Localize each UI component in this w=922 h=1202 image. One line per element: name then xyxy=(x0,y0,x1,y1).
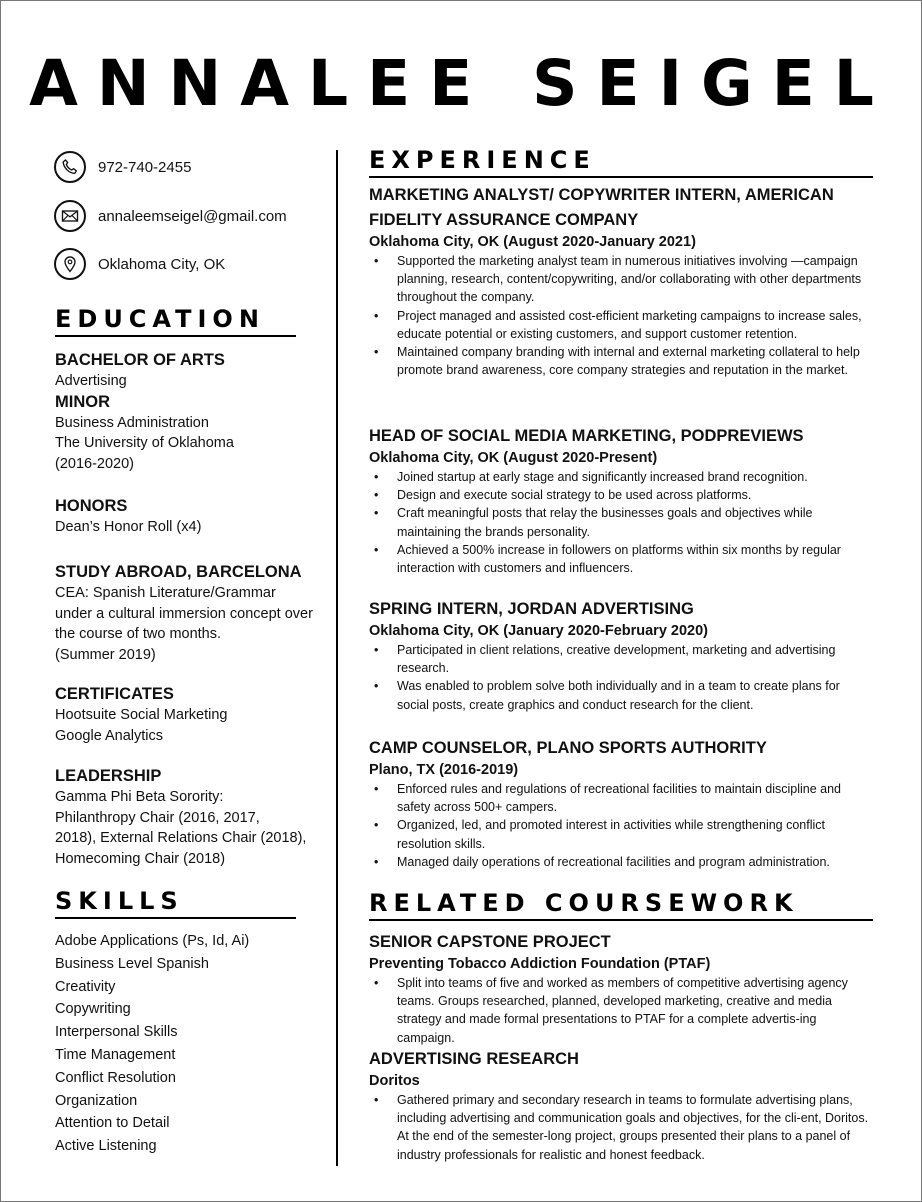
job-entry xyxy=(369,424,874,577)
leadership-line: 2018), External Relations Chair (2018), xyxy=(55,830,307,846)
job-entry xyxy=(369,597,874,714)
job-bullet: • Organized, led, and promoted interest in activities while strengthening conflict resolution skills. xyxy=(369,816,874,852)
project-title: SENIOR CAPSTONE PROJECT xyxy=(369,933,611,951)
job-title: CAMP COUNSELOR, PLANO SPORTS AUTHORITY xyxy=(369,739,767,757)
coursework-heading: RELATED COURSEWORK xyxy=(369,888,873,921)
job-bullet: • Project managed and assisted cost-efficient marketing campaigns to increase sales, educate potential or existing customers, and support customer retention. xyxy=(369,307,874,343)
study-abroad-section xyxy=(55,562,325,665)
study-abroad-line: (Summer 2019) xyxy=(55,646,156,663)
mail-icon xyxy=(54,200,86,232)
skill-item: Attention to Detail xyxy=(55,1115,170,1132)
skill-item: Organization xyxy=(55,1092,138,1109)
job-bullets xyxy=(369,252,874,379)
minor-title: MINOR xyxy=(55,392,110,411)
job-title: FIDELITY ASSURANCE COMPANY xyxy=(369,211,639,229)
leadership-line: Philanthropy Chair (2016, 2017, xyxy=(55,809,260,826)
skills-list xyxy=(55,930,325,1158)
honors-section xyxy=(55,496,325,538)
course-project xyxy=(369,930,874,1047)
job-location-dates: Oklahoma City, OK (January 2020-February 2020) xyxy=(369,623,709,639)
project-client: Doritos xyxy=(369,1073,420,1089)
skill-item: Active Listening xyxy=(55,1138,157,1155)
certificates-title: CERTIFICATES xyxy=(55,685,174,703)
job-location-dates: Oklahoma City, OK (August 2020-Present) xyxy=(369,450,658,466)
job-bullet: • Design and execute social strategy to be used across platforms. xyxy=(369,486,874,504)
skill-item: Adobe Applications (Ps, Id, Ai) xyxy=(55,933,250,949)
job-location-dates: Plano, TX (2016-2019) xyxy=(369,762,519,778)
school-years: (2016-2020) xyxy=(55,455,134,472)
job-bullets xyxy=(369,780,874,871)
skill-item: Business Level Spanish xyxy=(55,955,209,972)
job-bullets xyxy=(369,641,874,714)
project-bullets xyxy=(369,1091,874,1164)
job-location-dates: Oklahoma City, OK (August 2020-January 2021) xyxy=(369,234,696,250)
skill-item: Creativity xyxy=(55,978,116,995)
study-abroad-line: CEA: Spanish Literature/Grammar xyxy=(55,585,276,601)
job-entry xyxy=(369,183,874,379)
leadership-line: Homecoming Chair (2018) xyxy=(55,850,226,867)
job-title: MARKETING ANALYST/ COPYWRITER INTERN, AMERICAN xyxy=(369,186,834,204)
email-text: annaleemseigel@gmail.com xyxy=(98,207,287,225)
location-pin-icon xyxy=(54,248,86,280)
study-abroad-title: STUDY ABROAD, BARCELONA xyxy=(55,563,302,581)
certificate-item: Hootsuite Social Marketing xyxy=(55,707,228,723)
leadership-title: LEADERSHIP xyxy=(55,767,162,785)
experience-heading: EXPERIENCE xyxy=(369,145,873,178)
resume-name: ANNALEE SEIGEL xyxy=(29,47,893,120)
degree-field: Advertising xyxy=(55,373,127,389)
education-section xyxy=(55,350,325,474)
column-divider xyxy=(336,150,338,1166)
job-title: SPRING INTERN, JORDAN ADVERTISING xyxy=(369,600,694,618)
degree-title: BACHELOR OF ARTS xyxy=(55,351,225,369)
course-project xyxy=(369,1047,874,1164)
project-bullet: • Gathered primary and secondary research in teams to formulate advertising plans, including advertising and communication goals and objectives, for the cli-ent, Doritos. At the end of the semester-long project, groups presented their plans to a panel of industry professionals for realistic and honest feedback. xyxy=(369,1091,874,1164)
honors-text: Dean’s Honor Roll (x4) xyxy=(55,519,202,535)
minor-field: Business Administration xyxy=(55,414,209,431)
study-abroad-line: under a cultural immersion concept over xyxy=(55,605,313,622)
job-title: HEAD OF SOCIAL MEDIA MARKETING, PODPREVIEWS xyxy=(369,427,804,445)
project-bullet: • Split into teams of five and worked as members of competitive advertising agency teams. Groups researched, planned, developed marketing, creative and media strategy and made formal presentations to PTAF for a complete advertis-ing campaign. xyxy=(369,974,874,1047)
job-bullet: • Managed daily operations of recreational facilities and program administration. xyxy=(369,853,874,871)
honors-title: HONORS xyxy=(55,497,128,515)
leadership-line: Gamma Phi Beta Sorority: xyxy=(55,789,224,805)
certificates-section xyxy=(55,684,325,746)
study-abroad-line: the course of two months. xyxy=(55,626,222,642)
contact-location xyxy=(54,247,225,281)
job-bullets xyxy=(369,468,874,577)
school-name: The University of Oklahoma xyxy=(55,435,234,451)
skill-item: Time Management xyxy=(55,1046,176,1063)
skills-heading: SKILLS xyxy=(55,886,296,919)
job-bullet: • Craft meaningful posts that relay the businesses goals and objectives while maintaining the brands personality. xyxy=(369,504,874,540)
contact-phone xyxy=(54,150,191,184)
job-bullet: • Achieved a 500% increase in followers on platforms within six months by regular interaction with customers and influencers. xyxy=(369,541,874,577)
skill-item: Interpersonal Skills xyxy=(55,1024,178,1041)
phone-text: 972-740-2455 xyxy=(98,158,192,176)
project-bullets xyxy=(369,974,874,1047)
education-heading: EDUCATION xyxy=(55,304,296,337)
contact-email xyxy=(54,199,287,233)
leadership-section xyxy=(55,766,325,869)
skill-item: Copywriting xyxy=(55,1001,131,1018)
job-bullet: • Was enabled to problem solve both individually and in a team to create plans for social posts, create graphics and conduct research for the client. xyxy=(369,677,874,713)
job-bullet: • Supported the marketing analyst team in numerous initiatives involving —campaign planning, research, content/copywriting, and/or collaborating with other departments throughout the company. xyxy=(369,252,874,307)
skill-item: Conflict Resolution xyxy=(55,1069,176,1086)
job-bullet: • Participated in client relations, creative development, marketing and advertising research. xyxy=(369,641,874,677)
project-title: ADVERTISING RESEARCH xyxy=(369,1050,579,1068)
job-entry xyxy=(369,736,874,871)
job-bullet: • Enforced rules and regulations of recreational facilities to maintain discipline and safety across 500+ campers. xyxy=(369,780,874,816)
job-bullet: • Joined startup at early stage and significantly increased brand recognition. xyxy=(369,468,874,486)
phone-icon xyxy=(54,151,86,183)
project-client: Preventing Tobacco Addiction Foundation (PTAF) xyxy=(369,956,711,972)
certificate-item: Google Analytics xyxy=(55,727,164,744)
location-text: Oklahoma City, OK xyxy=(98,255,226,273)
job-bullet: • Maintained company branding with internal and external marketing collateral to help promote brand awareness, core company strategies and reputation in the market. xyxy=(369,343,874,379)
